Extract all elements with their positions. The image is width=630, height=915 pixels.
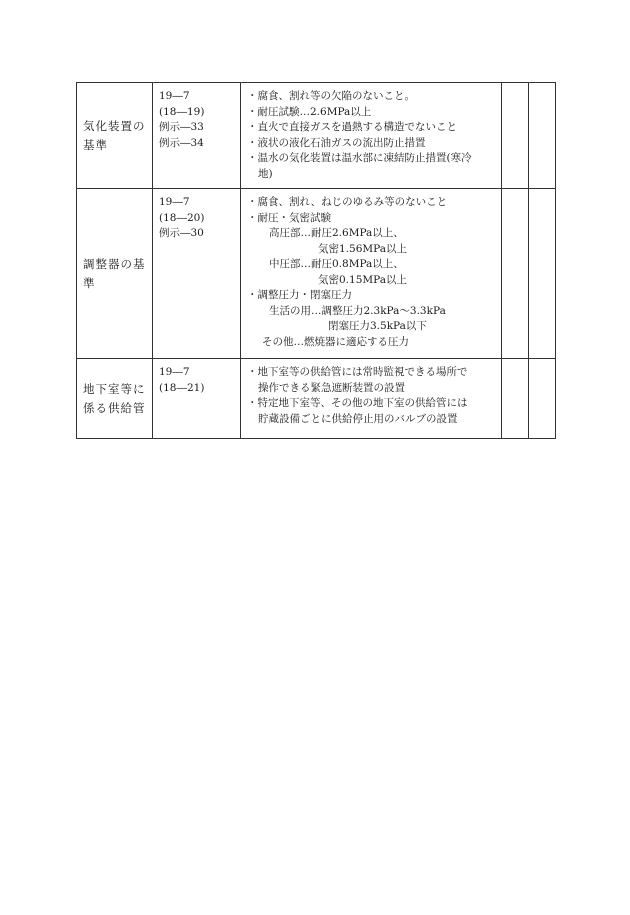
reference-line: (18―19) [159, 105, 205, 118]
reference-line: 例示―30 [159, 227, 204, 239]
content-line: ・液状の液化石油ガスの流出防止措置 [247, 136, 426, 149]
content-line: ・腐食、割れ、ねじのゆるみ等のないこと [247, 196, 448, 208]
content-line: 生活の用…調整圧力2.3kPa～3.3kPa [269, 304, 446, 317]
specification-table [76, 82, 556, 439]
reference-line: 例示―34 [159, 136, 204, 149]
content-line: ・調整圧力・閉塞圧力 [247, 289, 352, 301]
check-cell [529, 83, 556, 189]
table-row [77, 359, 556, 439]
content-cell [241, 83, 502, 189]
reference-line: 19―7 [159, 90, 190, 102]
content-line: 貯蔵設備ごとに供給停止用のバルブの設置 [258, 412, 458, 425]
content-cell [241, 359, 502, 439]
table-row [77, 189, 556, 359]
content-line: 操作できる緊急遮断装置の設置 [258, 381, 405, 394]
item-name: 気化装置の基準 [77, 83, 153, 189]
reference-line: 19―7 [159, 196, 190, 208]
content-cell [241, 189, 502, 359]
content-line: ・温水の気化装置は温水部に凍結防止措置(寒冷 [247, 152, 472, 164]
content-line: ・腐食、割れ等の欠陥のないこと。 [247, 90, 415, 102]
content-line: ・直火で直接ガスを過熱する構造でないこと [247, 121, 457, 133]
content-line: 閉塞圧力3.5kPa以下 [328, 320, 427, 332]
reference-cell [153, 189, 241, 359]
content-line: ・耐圧・気密試験 [247, 211, 331, 224]
content-line: ・地下室等の供給管には常時監視できる場所で [247, 366, 468, 378]
content-line: ・耐圧試験…2.6MPa以上 [247, 105, 372, 118]
check-cell [502, 189, 529, 359]
content-line: 地) [258, 167, 273, 180]
reference-line: (18―21) [159, 381, 205, 394]
content-line: 気密0.15MPa以上 [318, 273, 407, 286]
content-line: ・特定地下室等、その他の地下室の供給管には [247, 397, 468, 409]
check-cell [502, 359, 529, 439]
reference-cell [153, 83, 241, 189]
check-cell [529, 359, 556, 439]
content-line: 高圧部…耐圧2.6MPa以上、 [269, 227, 404, 239]
item-name: 地下室等に係る供給管 [77, 359, 153, 439]
table-row [77, 83, 556, 189]
content-line: 気密1.56MPa以上 [318, 242, 407, 255]
content-line: その他…燃焼器に適応する圧力 [262, 335, 409, 348]
reference-cell [153, 359, 241, 439]
content-line: 中圧部…耐圧0.8MPa以上、 [269, 258, 404, 270]
reference-line: 19―7 [159, 366, 190, 378]
check-cell [529, 189, 556, 359]
check-cell [502, 83, 529, 189]
reference-line: 例示―33 [159, 121, 204, 133]
item-name: 調整器の基準 [77, 189, 153, 359]
reference-line: (18―20) [159, 211, 205, 224]
